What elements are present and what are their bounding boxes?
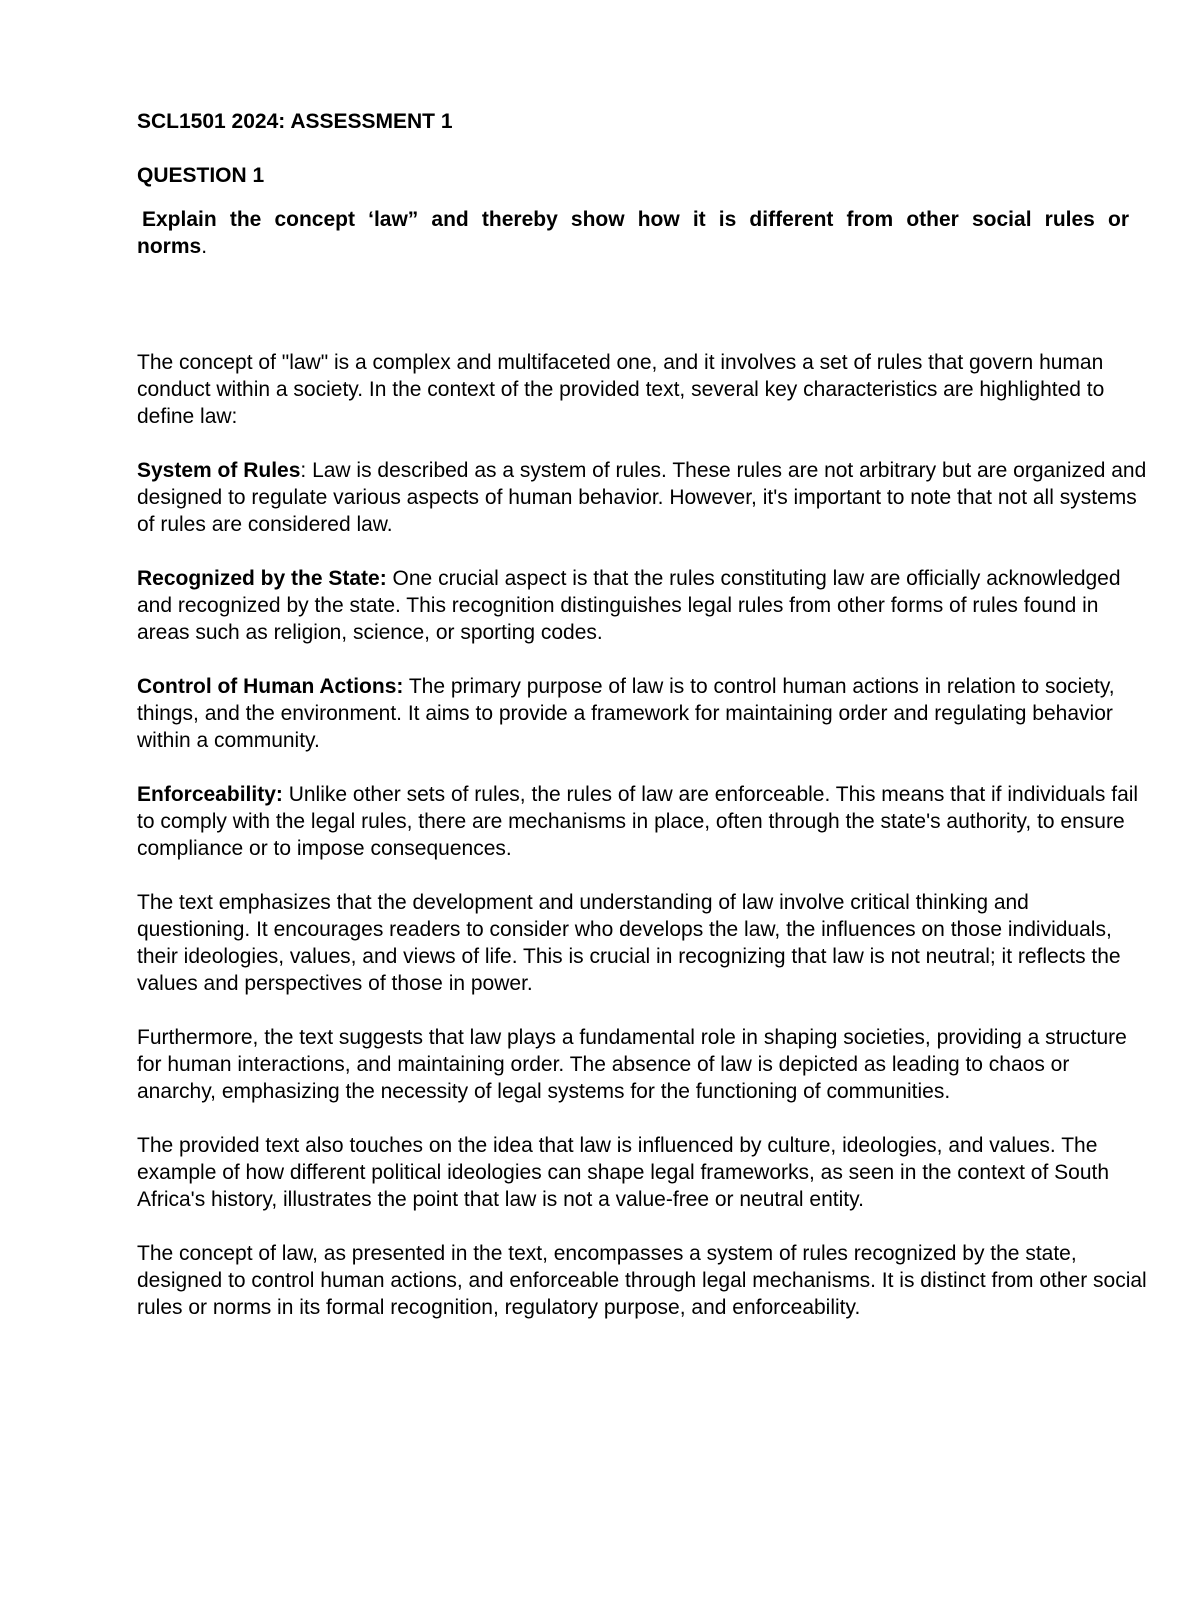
intro-paragraph: The concept of "law" is a complex and multifaceted one, and it involves a set of rules that govern human conduct within a society. In the context of the provided text, several key characteristics are highlighted to define law: — [137, 351, 1105, 428]
characteristic-recognized-by-state — [137, 565, 1147, 646]
document-body — [137, 108, 1147, 1321]
characteristic-heading: Enforceability: — [137, 783, 283, 806]
conclusion-paragraph: The concept of law, as presented in the text, encompasses a system of rules recognized by the state, designed to control human actions, and enforceable through legal mechanisms. It is distinct from other social rules or norms in its formal recognition, regulatory purpose, and enforceability. — [137, 1242, 1147, 1319]
question-prompt — [137, 206, 1147, 260]
characteristic-text: Unlike other sets of rules, the rules of law are enforceable. This means that if individuals fail to comply with the legal rules, there are mechanisms in place, often through the state's authority, to ensure compliance or to impose consequences. — [137, 783, 1139, 860]
body-paragraph-shaping-societies: Furthermore, the text suggests that law plays a fundamental role in shaping societies, providing a structure for human interactions, and maintaining order. The absence of law is depicted as leading to chaos or anarchy, emphasizing the necessity of legal systems for the functioning of communities. — [137, 1026, 1127, 1103]
characteristic-separator: : — [300, 459, 307, 482]
body-paragraph-critical-thinking: The text emphasizes that the development and understanding of law involve critical thinking and questioning. It encourages readers to consider who develops the law, the influences on those individuals, their ideologies, values, and views of life. This is crucial in recognizing that law is not neutral; it reflects the values and perspectives of those in power. — [137, 891, 1121, 995]
question-prompt-last-word: norms — [137, 235, 202, 258]
characteristic-text: One crucial aspect is that the rules constituting law are officially acknowledged and recognized by the state. This recognition distinguishes legal rules from other forms of rules found in areas such as religion, science, or sporting codes. — [137, 567, 1121, 644]
characteristic-heading: System of Rules — [137, 459, 301, 482]
characteristic-heading: Recognized by the State: — [137, 567, 387, 590]
characteristic-text: Law is described as a system of rules. These rules are not arbitrary but are organized and designed to regulate various aspects of human behavior. However, it's important to note that not all systems of rules are considered law. — [137, 459, 1147, 536]
question-prompt-period: . — [201, 235, 208, 258]
characteristic-enforceability — [137, 781, 1147, 862]
question-prompt-text: Explain the concept ‘law” and thereby show how it is different from other social rules or — [142, 208, 1129, 231]
characteristic-text: The primary purpose of law is to control human actions in relation to society, things, and the environment. It aims to provide a framework for maintaining order and regulating behavior within a community. — [137, 675, 1115, 752]
characteristic-control-of-human-actions — [137, 673, 1147, 754]
question-label: QUESTION 1 — [137, 164, 265, 187]
document-title: SCL1501 2024: ASSESSMENT 1 — [137, 110, 453, 133]
body-paragraph-culture-ideologies: The provided text also touches on the idea that law is influenced by culture, ideologies, and values. The example of how different political ideologies can shape legal frameworks, as seen in the context of South Africa's history, illustrates the point that law is not a value-free or neutral entity. — [137, 1134, 1110, 1211]
characteristic-heading: Control of Human Actions: — [137, 675, 404, 698]
characteristic-system-of-rules — [137, 457, 1147, 538]
